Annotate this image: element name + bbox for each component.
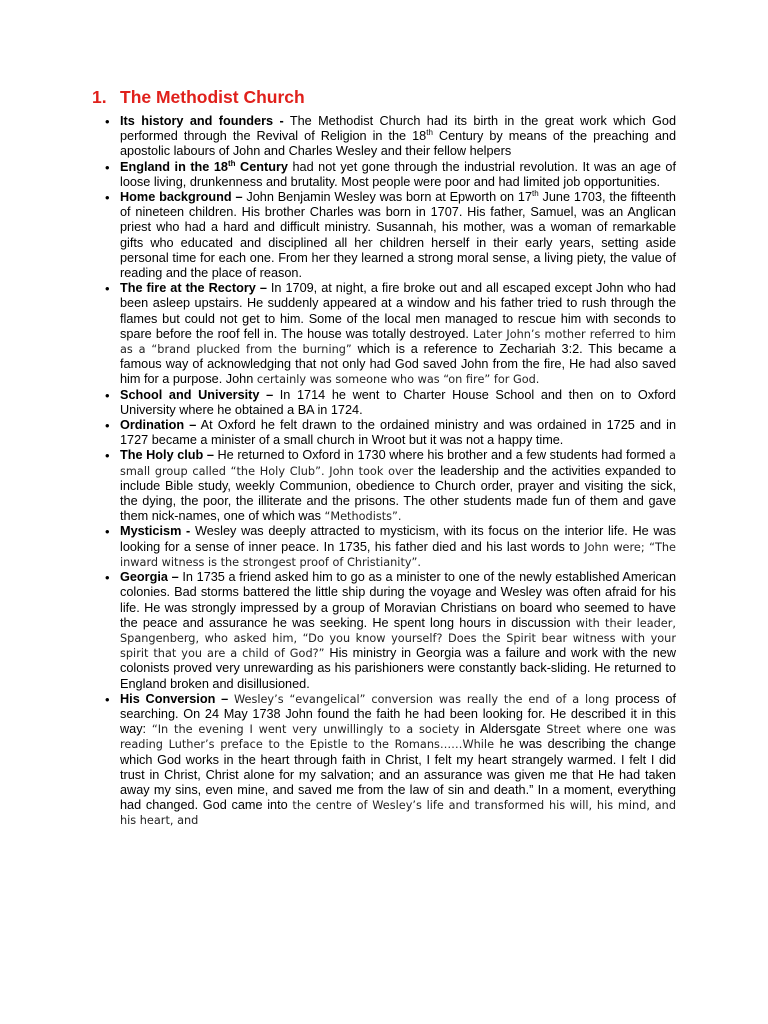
- list-item-england: [120, 160, 676, 190]
- item-text: Century by means of the preaching and apostolic labours of John and Charles Wesley and their fellow helpers: [120, 129, 676, 159]
- item-text: In 1735 a friend asked him to go as a minister to one of the newly established American colonies. Bad storms battered the little ship during the voyage and Wesley was often afraid for his life. He was strongly impressed by a group of Moravian Christians on board who seemed to have the peace and assurance he was seeking. He spent long hours in discussion: [120, 570, 676, 630]
- item-quote: “In the evening I went very unwillingly to a society: [151, 723, 460, 737]
- list-item-history: [120, 114, 676, 160]
- item-text: in Aldersgate: [459, 722, 547, 737]
- item-text: June 1703, the fifteenth of nineteen children. His brother Charles was born in 1707. His father, Samuel, was an Anglican priest who had a hard and difficult ministry. Susannah, his mother, was a woman of remarkable gifts who educated and disciplined all her children herself in their early years, setting aside personal time for each one. From her they learned a strong moral sense, a living piety, the value of reading and the place of reason.: [120, 190, 676, 281]
- item-quote: “Methodists”.: [324, 510, 402, 524]
- item-quote: Wesley’s “evangelical” conversion was really the end of a long: [233, 692, 610, 706]
- heading-title: The Methodist Church: [120, 87, 305, 107]
- item-text: which is a reference to Zechariah 3:2. This became a famous way of acknowledging that not only had God saved John from the fire, He had also saved him for a purpose. John: [120, 342, 676, 387]
- list-item-holy-club: [120, 448, 676, 524]
- item-lead: The Holy club –: [120, 448, 214, 463]
- item-lead: The fire at the Rectory –: [120, 281, 267, 296]
- item-quote: the centre of Wesley’s life and transformed his will, his mind, and his heart, and: [120, 799, 676, 828]
- list-item-fire: [120, 281, 676, 387]
- item-superscript: th: [227, 158, 236, 168]
- item-superscript: th: [532, 189, 539, 199]
- list-item-georgia: [120, 570, 676, 692]
- item-text: had not yet gone through the industrial revolution. It was an age of loose living, drunkenness and brutality. Most people were poor and had limited job opportunities.: [120, 159, 676, 189]
- item-lead: Mysticism -: [120, 524, 191, 539]
- list-item-school: [120, 388, 676, 418]
- item-text: process of searching. On 24 May 1738 John found the faith he had been looking for. He described it in this way:: [120, 691, 676, 737]
- item-text: Wesley was deeply attracted to mysticism, with its focus on the interior life. He was looking for a sense of inner peace. In 1735, his father died and his last words to: [120, 524, 676, 554]
- item-lead: [120, 160, 288, 174]
- item-text: The Methodist Church had its birth in the great work which God performed through the Revival of Religion in the 18: [120, 114, 677, 144]
- item-text: In 1709, at night, a fire broke out and all escaped except John who had been asleep upstairs. He suddenly appeared at a window and his father tried to rush through the flames but could not get to him. Some of the local men managed to rescue him with seconds to spare before the roof fell in. The house was totally destroyed.: [120, 281, 676, 341]
- item-text: At Oxford he felt drawn to the ordained ministry and was ordained in 1725 and in 1727 became a minister of a small church in Wroot but it was not a happy time.: [120, 418, 676, 448]
- item-quote: Street where one was reading Luther’s preface to the Epistle to the Romans……While: [120, 723, 676, 752]
- item-quote: a small group called “the Holy Club”. John took over: [120, 449, 676, 478]
- bullet-list: [92, 114, 676, 829]
- list-item-mysticism: [120, 524, 676, 570]
- item-lead: Georgia –: [120, 570, 179, 585]
- item-lead: Ordination –: [120, 418, 197, 433]
- item-quote: certainly was someone who was “on fire” for God.: [256, 373, 540, 387]
- item-lead: Its history and founders -: [120, 114, 284, 128]
- item-quote: John were; “The inward witness is the strongest proof of Christianity”.: [120, 540, 676, 569]
- list-item-ordination: [120, 418, 676, 448]
- heading-number: 1.: [92, 87, 107, 107]
- item-superscript: th: [426, 128, 433, 138]
- list-item-conversion: [120, 692, 676, 829]
- item-quote: with their leader, Spangenberg, who asked him, “Do you know yourself? Does the Spirit bear witness with your spirit that you are a child of God?”: [120, 616, 676, 661]
- item-lead: His Conversion –: [120, 691, 229, 706]
- item-text: In 1714 he went to Charter House School and then on to Oxford University where he obtained a BA in 1724.: [120, 387, 676, 417]
- item-lead-part: Century: [235, 159, 288, 174]
- item-text: John Benjamin Wesley was born at Epworth on 17: [242, 190, 532, 205]
- item-text: the leadership and the activities expanded to include Bible study, weekly Communion, obedience to Church order, prayer and visiting the sick, the dying, the poor, the illiterate and the prisons. The other students made fun of them and gave them nick-names, one of which was: [120, 463, 676, 524]
- item-lead: School and University –: [120, 387, 274, 402]
- document-page: [92, 86, 676, 829]
- item-quote: Later John’s mother referred to him as a “brand plucked from the burning”: [120, 327, 677, 357]
- item-text: His ministry in Georgia was a failure and work with the new colonists proved very unrewarding as his parishioners were constantly back-sliding. He returned to England broken and disillusioned.: [120, 646, 677, 691]
- item-text: he was describing the change which God works in the heart through faith in Christ, I felt my heart strangely warmed. I felt I did trust in Christ, Christ alone for my salvation; and an assurance was given me that He had taken away my sins, even mine, and saved me from the law of sin and death.” In a moment, everything had changed. God came into: [120, 737, 676, 813]
- item-text: He returned to Oxford in 1730 where his brother and a few students had formed: [213, 448, 670, 463]
- list-item-home-background: [120, 190, 676, 281]
- section-heading: [92, 86, 676, 108]
- item-lead: Home background –: [120, 190, 243, 205]
- item-lead-part: England in the 18: [120, 159, 228, 174]
